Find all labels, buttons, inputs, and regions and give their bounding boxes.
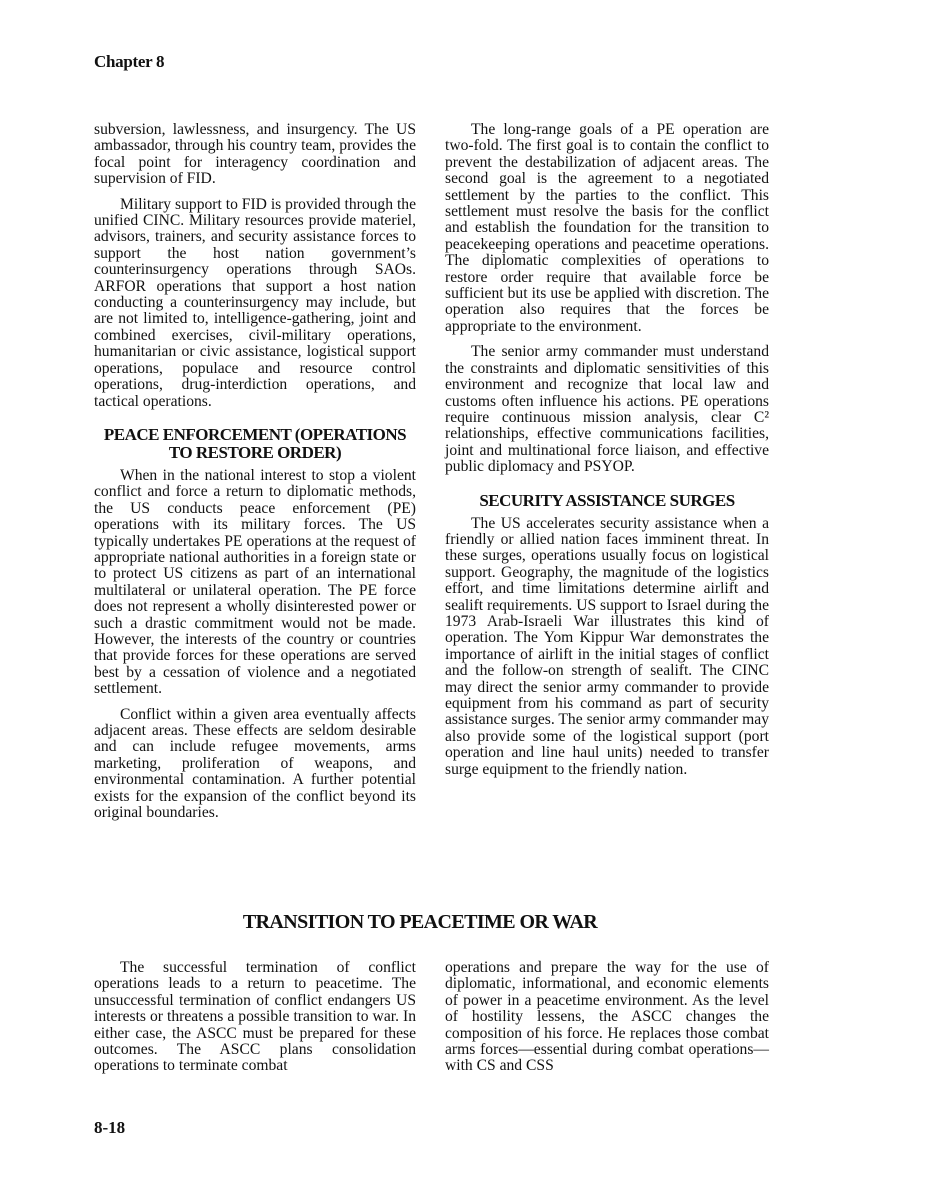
section-heading-security-assistance: SECURITY ASSISTANCE SURGES xyxy=(479,490,735,510)
page-number: 8-18 xyxy=(94,1118,126,1137)
right-column xyxy=(445,122,769,787)
chapter-label: Chapter 8 xyxy=(94,52,165,71)
paragraph: The successful termination of conflict operations leads to a return to peacetime. The unsuccessful termination of conflict endangers US interests or threatens a possible transition to war. In either case, the ASCC must be prepared for these outcomes. The ASCC plans consolidation operations to terminate combat xyxy=(94,959,416,1075)
transition-left-column xyxy=(94,960,416,1084)
left-column xyxy=(94,122,416,830)
paragraph: The long-range goals of a PE operation are two-fold. The first goal is to contain the conflict to prevent the destabilization of adjacent areas. The second goal is the agreement to a negotiated settlement by the parties to the conflict. This settlement must resolve the basis for the conflict and establish the foundation for the transition to peacekeeping operations and peacetime operations. The diplomatic complexities of operations to restore order require that available force be sufficient but its use be applied with discretion. The operation also requires that the forces be appropriate to the environment. xyxy=(445,121,769,335)
section-heading-peace-enforcement: PEACE ENFORCEMENT (OPERATIONS TO RESTORE ORDER) xyxy=(103,424,407,462)
section-heading-transition: TRANSITION TO PEACETIME OR WAR xyxy=(242,911,598,933)
paragraph: The US accelerates security assistance when a friendly or allied nation faces imminent threat. In these surges, operations usually focus on logistical support. Geography, the magnitude of the logistics effort, and time limitations determine airlift and sealift requirements. US support to Israel during the 1973 Arab-Israeli War illustrates this kind of operation. The Yom Kippur War demonstrates the importance of airlift in the initial stages of conflict and the follow-on strength of sealift. The CINC may direct the senior army commander to provide equipment from his command as part of security assistance surges. The senior army commander may also provide some of the logistical support (port operation and line haul units) needed to transfer surge equipment to the friendly nation. xyxy=(445,514,769,778)
paragraph: operations and prepare the way for the use of diplomatic, informational, and economic elements of power in a peacetime environment. As the level of hostility lessens, the ASCC changes the composition of his force. He replaces those combat arms forces—essential during combat operations—with CS and CSS xyxy=(445,959,769,1075)
transition-right-column xyxy=(445,960,769,1084)
paragraph: When in the national interest to stop a violent conflict and force a return to diplomatic methods, the US conducts peace enforcement (PE) operations with its military forces. The US typically undertakes PE operations at the request of appropriate national authorities in a foreign state or to protect US citizens as part of an international multilateral or unilateral operation. The PE force does not represent a wholly disinterested power or such a drastic commitment would not be made. However, the interests of the country or countries that provide forces for these operations are served best by a cessation of violence and a negotiated settlement. xyxy=(94,466,416,698)
paragraph: Conflict within a given area eventually affects adjacent areas. These effects are seldom desirable and can include refugee movements, arms marketing, proliferation of weapons, and environmental contamination. A further potential exists for the expansion of the conflict beyond its original boundaries. xyxy=(94,705,416,822)
paragraph: Military support to FID is provided through the unified CINC. Military resources provide materiel, advisors, trainers, and security assistance forces to support the host nation government’s counterinsurgency operations through SAOs. ARFOR operations that support a host nation conducting a counterinsurgency may include, but are not limited to, intelligence-gathering, joint and combined exercises, civil-military operations, humanitarian or civic assistance, logistical support operations, populace and resource control operations, drug-interdiction operations, and tactical operations. xyxy=(94,195,416,410)
paragraph: The senior army commander must understand the constraints and diplomatic sensitivities of this environment and recognize that local law and customs often influence his actions. PE operations require continuous mission analysis, clear C² relationships, effective communications facilities, joint and multinational force liaison, and effective public diplomacy and PSYOP. xyxy=(445,343,769,476)
paragraph: subversion, lawlessness, and insurgency. The US ambassador, through his country team, provides the focal point for interagency coordination and supervision of FID. xyxy=(94,121,416,188)
